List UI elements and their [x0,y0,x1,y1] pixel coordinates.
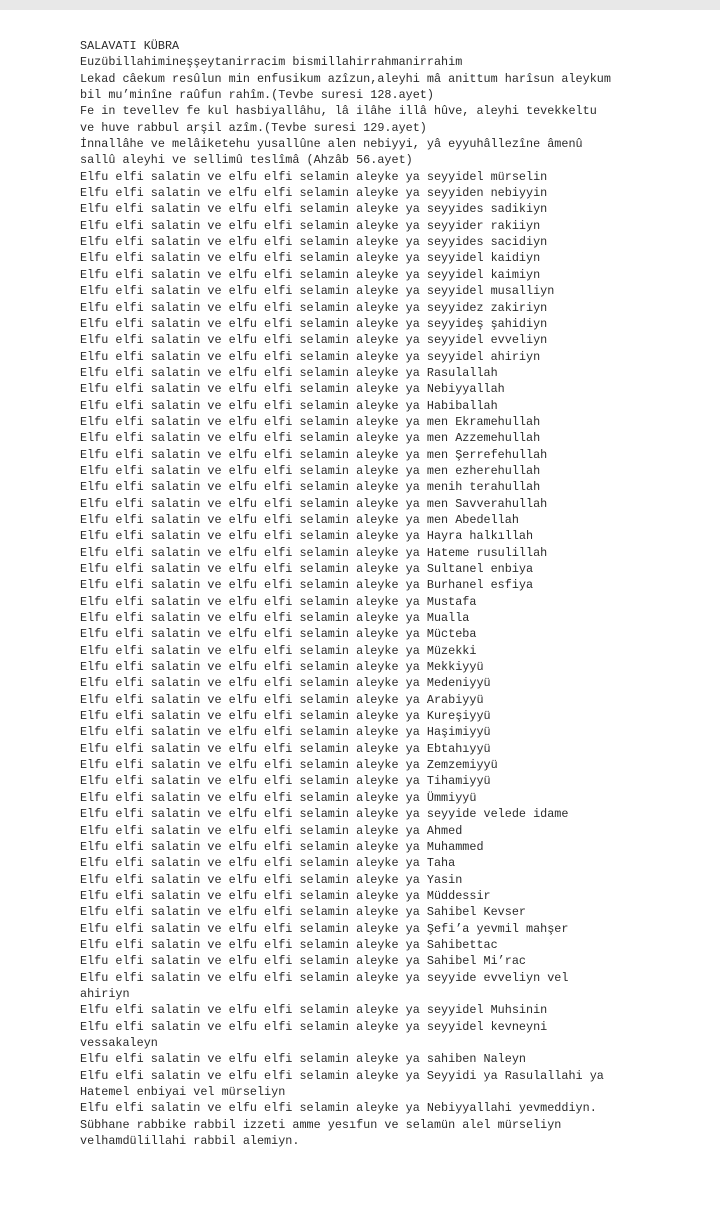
text-line: Elfu elfi salatin ve elfu elfi selamin aleyke ya seyyides sadikiyn [80,202,548,217]
text-line: Elfu elfi salatin ve elfu elfi selamin aleyke ya seyyiden nebiyyin [80,186,548,201]
text-line: Elfu elfi salatin ve elfu elfi selamin aleyke ya seyyidel Muhsinin [80,1003,548,1018]
text-line: Elfu elfi salatin ve elfu elfi selamin aleyke ya Seyyidi ya Rasulallahi ya [80,1068,604,1083]
text-line: Elfu elfi salatin ve elfu elfi selamin aleyke ya seyyidel kaidiyn [80,251,541,266]
text-line: Elfu elfi salatin ve elfu elfi selamin aleyke ya Haşimiyyü [80,725,491,740]
text-line: Elfu elfi salatin ve elfu elfi selamin aleyke ya Müddessir [80,888,491,903]
text-line: Elfu elfi salatin ve elfu elfi selamin aleyke ya Zemzemiyyü [80,758,498,773]
text-line: sallû aleyhi ve sellimû teslîmâ (Ahzâb 56.ayet) [80,153,413,168]
text-line: bil mu’minîne raûfun rahîm.(Tevbe suresi 128.ayet) [80,88,434,103]
text-line: Lekad câekum resûlun min enfusikum azîzun,aleyhi mâ anittum harîsun aleykum [80,71,611,86]
text-line: Elfu elfi salatin ve elfu elfi selamin aleyke ya seyyidel kaimiyn [80,267,541,282]
text-line: Elfu elfi salatin ve elfu elfi selamin aleyke ya men Savverahullah [80,496,548,511]
text-line: İnnallâhe ve melâiketehu yusallûne alen nebiyyi, yâ eyyuhâllezîne âmenû [80,137,583,152]
text-line: ve huve rabbul arşil azîm.(Tevbe suresi 129.ayet) [80,120,427,135]
text-line: Elfu elfi salatin ve elfu elfi selamin aleyke ya Mualla [80,611,470,626]
text-line: Fe in tevellev fe kul hasbiyallâhu, lâ ilâhe illâ hûve, aleyhi tevekkeltu [80,104,597,119]
text-line: Elfu elfi salatin ve elfu elfi selamin aleyke ya Sahibel Mi’rac [80,954,526,969]
text-line: Euzübillahimineşşeytanirracim bismillahirrahmanirrahim [80,55,463,70]
text-line: Elfu elfi salatin ve elfu elfi selamin aleyke ya Ebtahıyyü [80,741,491,756]
text-line: Elfu elfi salatin ve elfu elfi selamin aleyke ya Mekkiyyü [80,660,484,675]
document-title: SALAVATI KÜBRA [80,39,180,53]
text-line: Elfu elfi salatin ve elfu elfi selamin aleyke ya Mücteba [80,627,477,642]
text-line: Elfu elfi salatin ve elfu elfi selamin aleyke ya men Ekramehullah [80,414,541,429]
text-line: Elfu elfi salatin ve elfu elfi selamin aleyke ya Muhammed [80,839,484,854]
text-line: Elfu elfi salatin ve elfu elfi selamin aleyke ya Nebiyyallah [80,382,505,397]
text-line: Elfu elfi salatin ve elfu elfi selamin aleyke ya Nebiyyallahi yevmeddiyn. [80,1101,597,1116]
text-line: Elfu elfi salatin ve elfu elfi selamin aleyke ya menih terahullah [80,480,541,495]
text-line: Elfu elfi salatin ve elfu elfi selamin aleyke ya Hayra halkıllah [80,529,534,544]
text-line: Elfu elfi salatin ve elfu elfi selamin aleyke ya seyyide velede idame [80,807,569,822]
text-line: Elfu elfi salatin ve elfu elfi selamin aleyke ya Yasin [80,872,463,887]
text-line: Elfu elfi salatin ve elfu elfi selamin aleyke ya Sahibettac [80,937,498,952]
text-line: Elfu elfi salatin ve elfu elfi selamin aleyke ya men ezherehullah [80,463,541,478]
text-line: Elfu elfi salatin ve elfu elfi selamin aleyke ya Müzekki [80,643,477,658]
text-line: Elfu elfi salatin ve elfu elfi selamin aleyke ya seyyidel evveliyn [80,333,548,348]
text-line: Elfu elfi salatin ve elfu elfi selamin aleyke ya seyyidel mürselin [80,169,548,184]
text-line: Sübhane rabbike rabbil izzeti amme yesıfun ve selamün alel mürseliyn [80,1117,562,1132]
text-line: Elfu elfi salatin ve elfu elfi selamin aleyke ya seyyides sacidiyn [80,235,548,250]
text-line: Elfu elfi salatin ve elfu elfi selamin aleyke ya seyyide evveliyn vel [80,970,569,985]
text-line: Elfu elfi salatin ve elfu elfi selamin aleyke ya Şefi’a yevmil mahşer [80,921,569,936]
text-line: Elfu elfi salatin ve elfu elfi selamin aleyke ya seyyideş şahidiyn [80,316,548,331]
text-line: Elfu elfi salatin ve elfu elfi selamin aleyke ya seyyidel musalliyn [80,284,555,299]
text-line: Elfu elfi salatin ve elfu elfi selamin aleyke ya Sahibel Kevser [80,905,526,920]
text-line: ahiriyn [80,986,130,1001]
text-line: Elfu elfi salatin ve elfu elfi selamin aleyke ya Arabiyyü [80,692,484,707]
text-line: Elfu elfi salatin ve elfu elfi selamin aleyke ya Tihamiyyü [80,774,491,789]
text-line: vessakaleyn [80,1035,158,1050]
text-line: Elfu elfi salatin ve elfu elfi selamin aleyke ya Kureşiyyü [80,709,491,724]
text-line: Elfu elfi salatin ve elfu elfi selamin aleyke ya men Azzemehullah [80,431,541,446]
document-text [80,38,680,1149]
text-line: Hatemel enbiyai vel mürseliyn [80,1085,286,1099]
text-line: Elfu elfi salatin ve elfu elfi selamin aleyke ya Ahmed [80,823,463,838]
text-line: Elfu elfi salatin ve elfu elfi selamin aleyke ya seyyidez zakiriyn [80,300,548,315]
text-line: Elfu elfi salatin ve elfu elfi selamin aleyke ya Hateme rusulillah [80,545,548,560]
text-line: Elfu elfi salatin ve elfu elfi selamin aleyke ya men Abedellah [80,512,519,527]
text-line: Elfu elfi salatin ve elfu elfi selamin aleyke ya seyyidel kevneyni [80,1019,548,1034]
text-line: Elfu elfi salatin ve elfu elfi selamin aleyke ya sahiben Naleyn [80,1052,526,1067]
text-line: Elfu elfi salatin ve elfu elfi selamin aleyke ya Sultanel enbiya [80,562,534,576]
text-line: Elfu elfi salatin ve elfu elfi selamin aleyke ya Ümmiyyü [80,790,477,805]
text-line: Elfu elfi salatin ve elfu elfi selamin aleyke ya Mustafa [80,594,477,609]
text-line: Elfu elfi salatin ve elfu elfi selamin aleyke ya Habiballah [80,398,498,413]
text-line: Elfu elfi salatin ve elfu elfi selamin aleyke ya Taha [80,856,456,871]
text-line: Elfu elfi salatin ve elfu elfi selamin aleyke ya seyyider rakiiyn [80,218,541,233]
text-line: Elfu elfi salatin ve elfu elfi selamin aleyke ya seyyidel ahiriyn [80,349,541,364]
text-line: Elfu elfi salatin ve elfu elfi selamin aleyke ya Burhanel esfiya [80,578,534,593]
document-page [0,10,720,1215]
text-line: Elfu elfi salatin ve elfu elfi selamin aleyke ya Rasulallah [80,365,498,380]
text-line: velhamdülillahi rabbil alemiyn. [80,1134,300,1149]
top-bar [0,0,720,10]
text-line: Elfu elfi salatin ve elfu elfi selamin aleyke ya Medeniyyü [80,676,491,691]
text-line: Elfu elfi salatin ve elfu elfi selamin aleyke ya men Şerrefehullah [80,447,548,462]
